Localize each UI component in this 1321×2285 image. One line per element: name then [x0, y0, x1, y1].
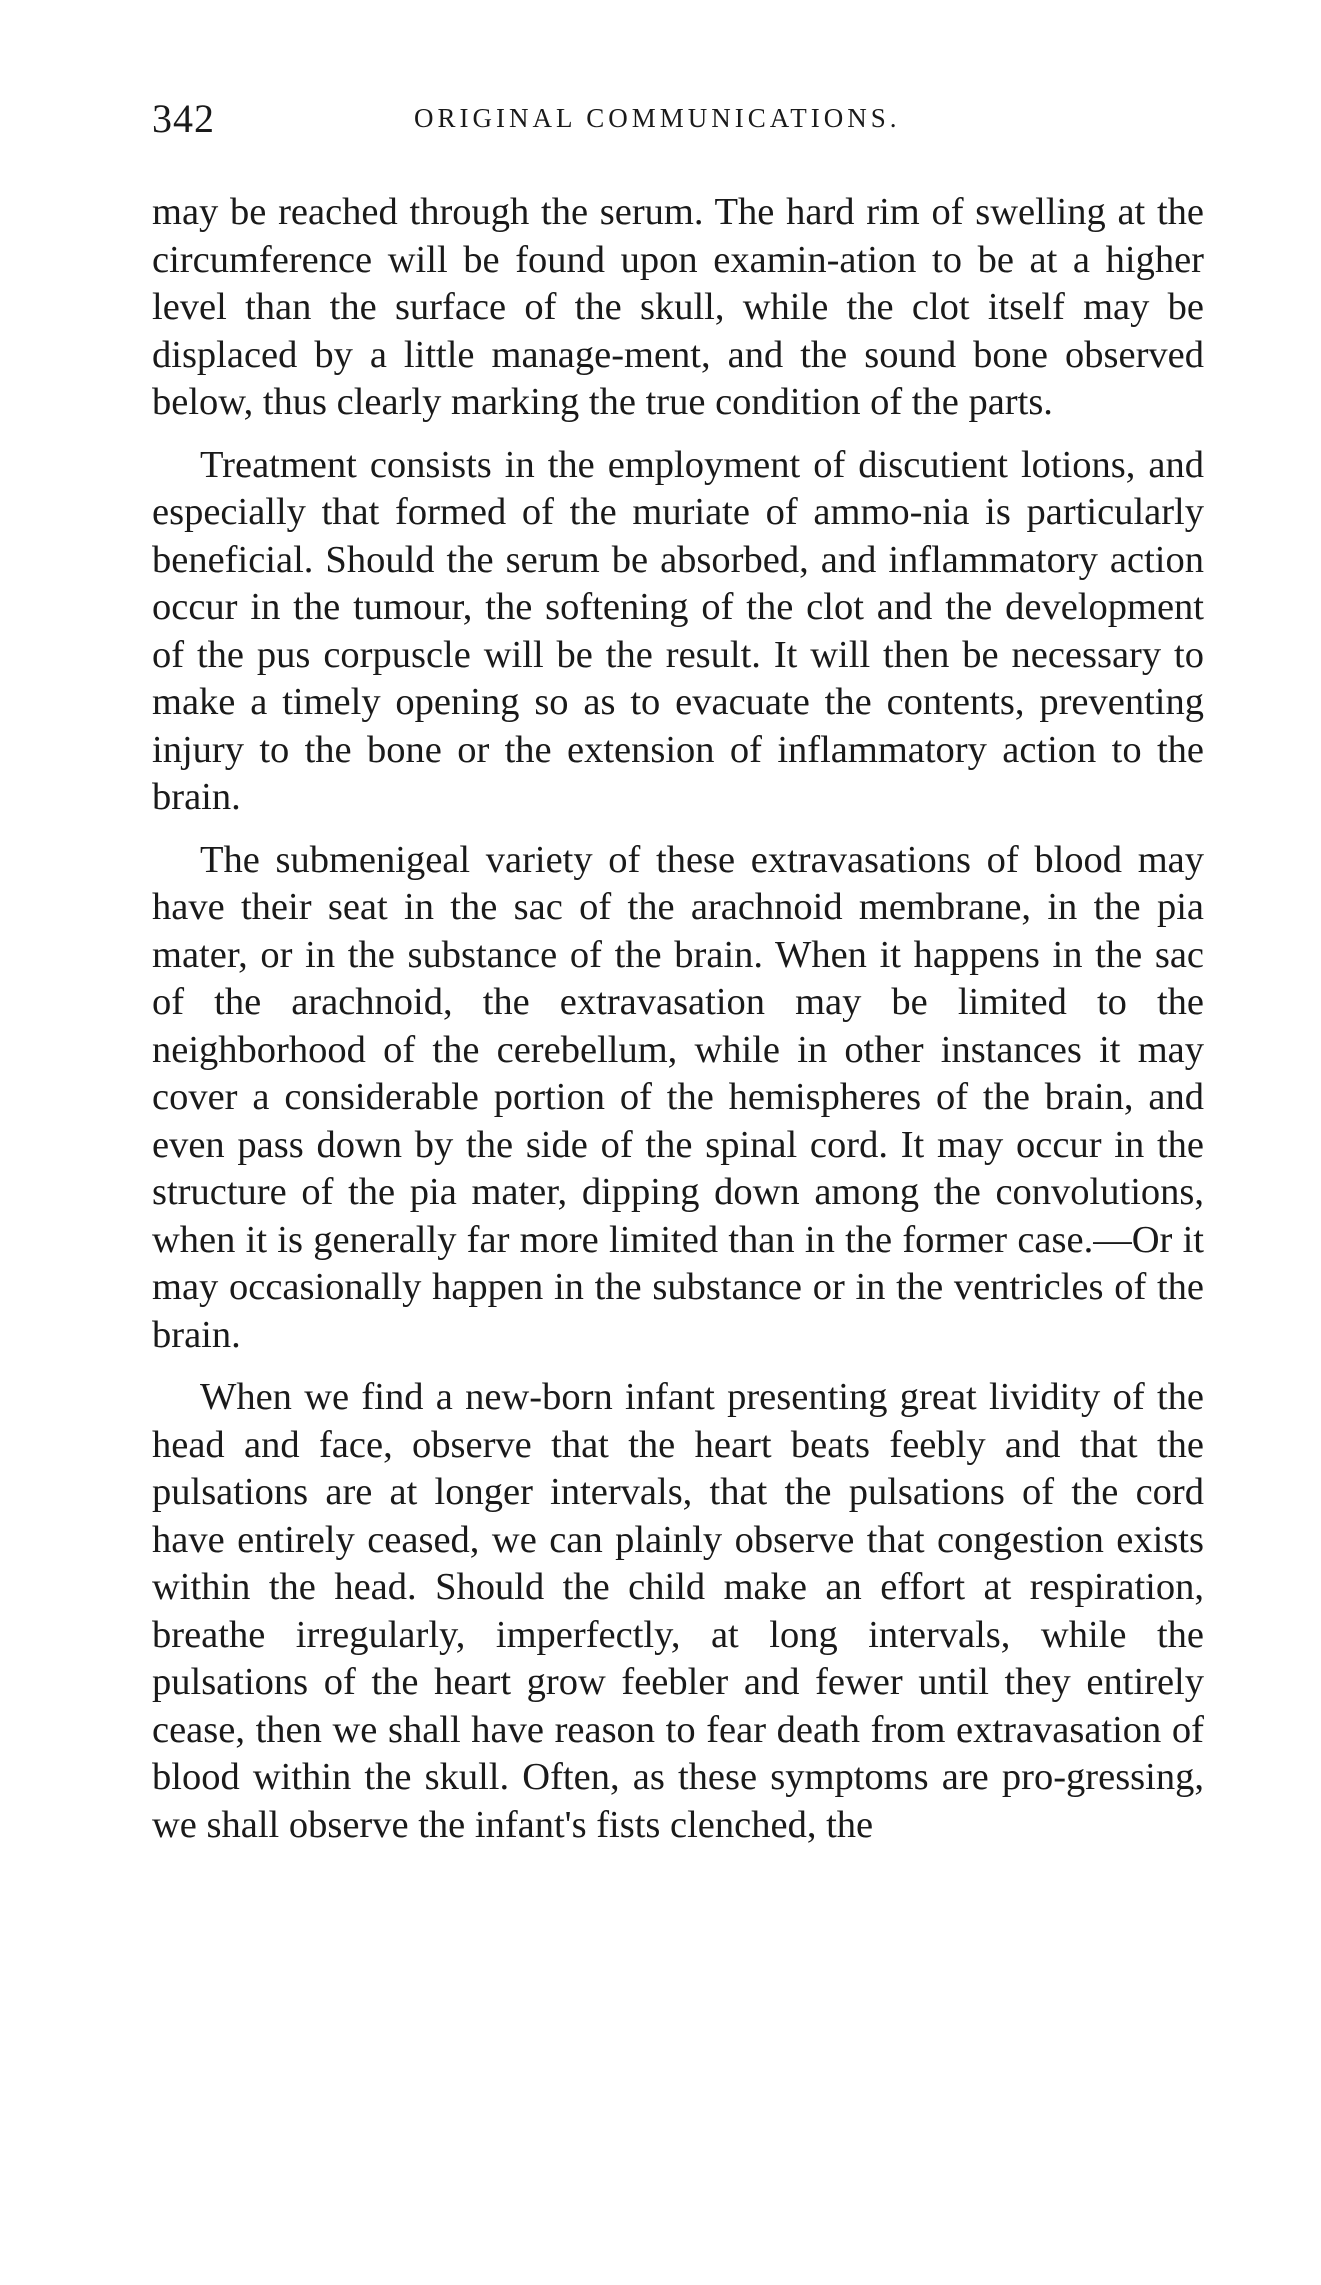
running-title: ORIGINAL COMMUNICATIONS. [414, 103, 901, 133]
running-header [152, 95, 1204, 155]
paragraph-treatment: Treatment consists in the employment of discutient lotions, and especially that formed of the muriate of ammo-nia is particularly beneficial. Should the serum be absorbed, and inflammatory action occur in the tumour, the softening of the clot and the development of the pus corpuscle will be the result. It will then be necessary to make a timely opening so as to evacuate the contents, preventing injury to the bone or the extension of inflammatory action to the brain. [152, 443, 1204, 818]
body-text [152, 189, 1204, 1849]
paragraph-submeningeal: The submenigeal variety of these extravasations of blood may have their seat in the sac of the arachnoid membrane, in the pia mater, or in the substance of the brain. When it happens in the sac of the arachnoid, the extravasation may be limited to the neighborhood of the cerebellum, while in other instances it may cover a considerable portion of the hemispheres of the brain, and even pass down by the side of the spinal cord. It may occur in the structure of the pia mater, dipping down among the convolutions, when it is generally far more limited than in the former case.—Or it may occasionally happen in the substance or in the ventricles of the brain. [152, 838, 1204, 1356]
paragraph-newborn: When we find a new-born infant presenting great lividity of the head and face, observe that the heart beats feebly and that the pulsations are at longer intervals, that the pulsations of the cord have entirely ceased, we can plainly observe that congestion exists within the head. Should the child make an effort at respiration, breathe irregularly, imperfectly, at long intervals, while the pulsations of the heart grow feebler and fewer until they entirely cease, then we shall have reason to fear death from extravasation of blood within the skull. Often, as these symptoms are pro-gressing, we shall observe the infant's fists clenched, the [152, 1376, 1204, 1846]
page-number: 342 [152, 96, 215, 141]
book-page [152, 95, 1204, 1864]
paragraph-continuation: may be reached through the serum. The hard rim of swelling at the circumference will be found upon examin-ation to be at a higher level than the surface of the skull, while the clot itself may be displaced by a little manage-ment, and the sound bone observed below, thus clearly marking the true condition of the parts. [152, 191, 1204, 423]
